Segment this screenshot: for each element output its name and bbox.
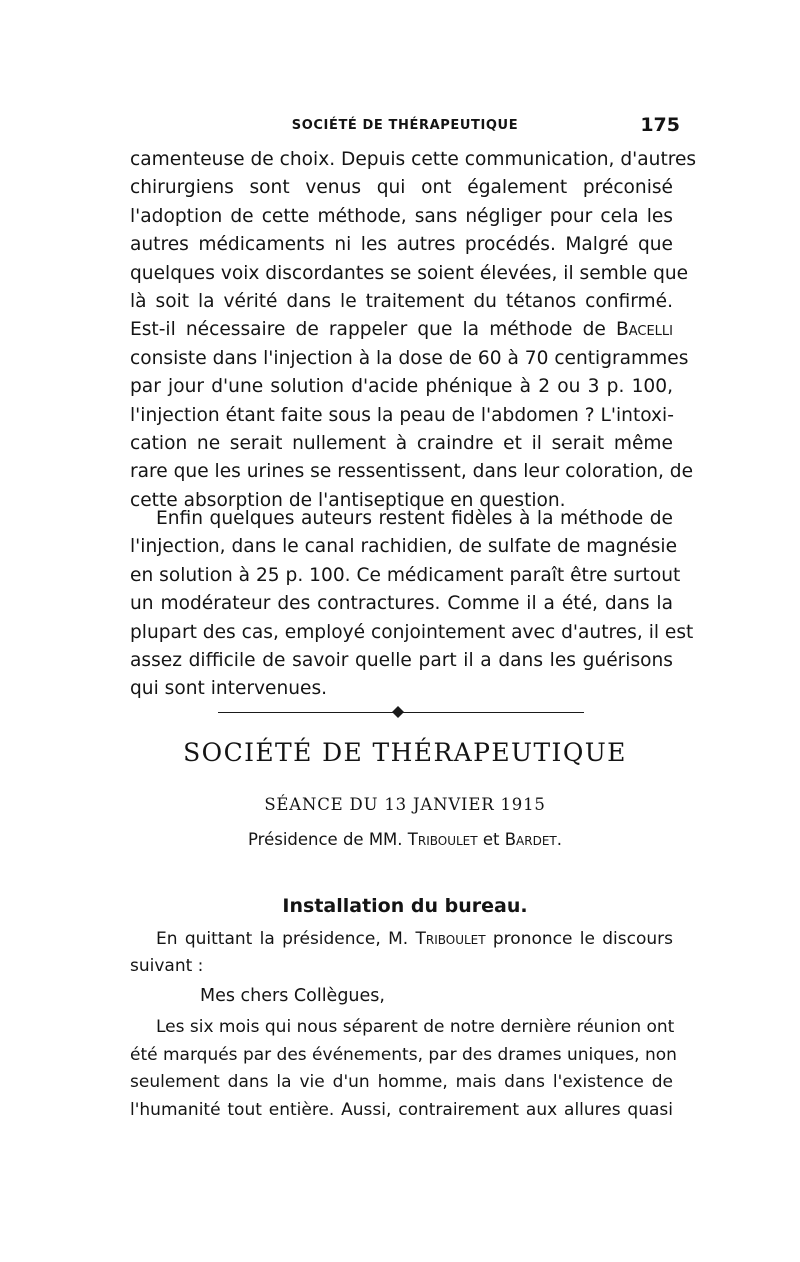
text-line — [130, 926, 673, 953]
divider-ornament-icon — [392, 706, 404, 718]
subheading-installation: Installation du bureau. — [282, 895, 528, 917]
page-number: 175 — [640, 114, 680, 136]
author-name-bacelli: Bacelli — [615, 319, 673, 341]
text-line: cation ne serait nullement à craindre et il serait même — [130, 433, 673, 455]
text-line: Les six mois qui nous séparent de notre dernière réunion ont — [156, 1017, 675, 1037]
text-line: là soit la vérité dans le traitement du tétanos confirmé. — [130, 291, 673, 313]
president-name-bardet: Bardet — [504, 830, 557, 849]
text-line: l'adoption de cette méthode, sans négliger pour cela les — [130, 205, 673, 227]
speech-salutation: Mes chers Collègues, — [200, 986, 385, 1006]
text-line: Enfin quelques auteurs restent fidèles à la méthode de — [156, 508, 673, 529]
running-head — [130, 112, 680, 136]
speaker-name-triboulet: Triboulet — [415, 929, 486, 949]
text-line: plupart des cas, employé conjointement avec d'autres, il est — [130, 621, 694, 643]
paragraph-tetanos-treatment — [130, 146, 697, 515]
text-fragment: Est-il nécessaire de rappeler que la méthode de — [130, 319, 616, 341]
text-line: rare que les urines se ressentissent, dans leur coloration, de — [130, 461, 694, 483]
president-name-triboulet: Triboulet — [407, 830, 478, 849]
text-fragment: prononce le discours — [485, 929, 674, 949]
text-line: chirurgiens sont venus qui ont également préconisé — [130, 177, 673, 199]
text-line: qui sont intervenues. — [130, 678, 328, 700]
presidency-conjunction: et — [477, 830, 505, 849]
paragraph-speech-body — [130, 1014, 677, 1124]
text-line: camenteuse de choix. Depuis cette communication, d'autres — [130, 149, 697, 170]
text-line: assez difficile de savoir quelle part il a dans les guérisons — [130, 650, 673, 672]
paragraph-speech-intro — [130, 926, 673, 980]
text-line: autres médicaments ni les autres procédés. Malgré que — [130, 234, 673, 256]
presidency-line — [130, 830, 680, 849]
text-line: consiste dans l'injection à la dose de 60 à 70 centigrammes — [130, 347, 689, 369]
presidency-prefix: Présidence de MM. — [247, 830, 408, 849]
text-line-bacelli — [130, 316, 673, 344]
text-line: l'humanité tout entière. Aussi, contrairement aux allures quasi — [130, 1099, 673, 1120]
text-line: l'injection étant faite sous la peau de l'abdomen ? L'intoxi- — [130, 404, 674, 426]
presidency-suffix: . — [556, 830, 562, 849]
running-head-title: SOCIÉTÉ DE THÉRAPEUTIQUE — [291, 118, 519, 133]
text-line: suivant : — [130, 956, 204, 976]
text-line: cette absorption de l'antiseptique en question. — [130, 489, 566, 511]
text-line: quelques voix discordantes se soient élevées, il semble que — [130, 262, 689, 284]
text-line: un modérateur des contractures. Comme il a été, dans la — [130, 593, 673, 615]
text-line: été marqués par des événements, par des drames uniques, non — [130, 1044, 677, 1065]
session-date-heading: SÉANCE DU 13 JANVIER 1915 — [264, 795, 546, 814]
text-line: en solution à 25 p. 100. Ce médicament paraît être surtout — [130, 564, 681, 586]
society-heading: SOCIÉTÉ DE THÉRAPEUTIQUE — [183, 738, 627, 767]
paragraph-magnesium-sulfate — [130, 505, 694, 704]
text-fragment: En quittant la présidence, M. — [156, 929, 416, 949]
text-line: seulement dans la vie d'un homme, mais dans l'existence de — [130, 1072, 673, 1092]
text-line: par jour d'une solution d'acide phénique à 2 ou 3 p. 100, — [130, 376, 673, 398]
text-line: l'injection, dans le canal rachidien, de sulfate de magnésie — [130, 536, 678, 558]
